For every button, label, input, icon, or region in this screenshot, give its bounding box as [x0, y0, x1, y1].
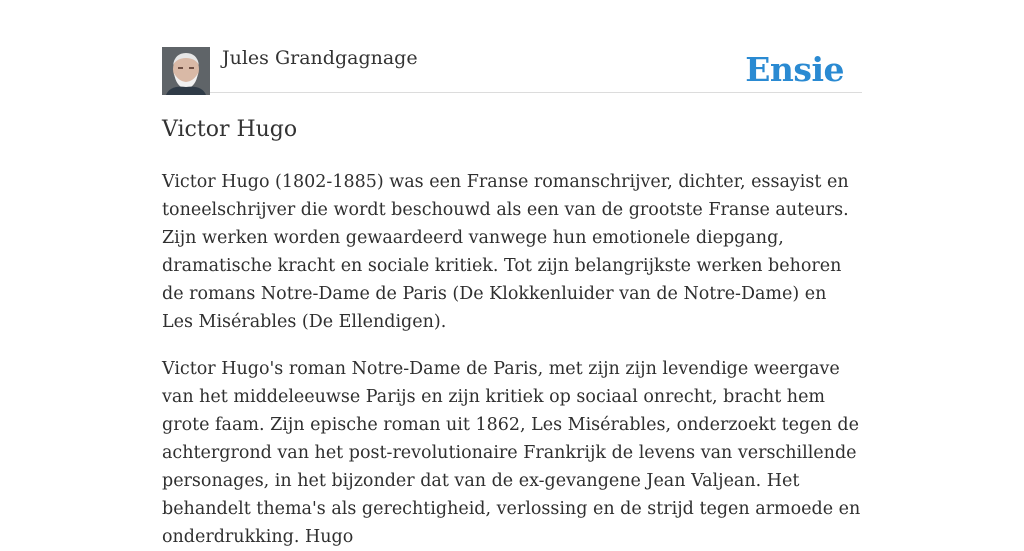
article-paragraph-1: Victor Hugo (1802-1885) was een Franse romanschrijver, dichter, essayist en toneelschrijver die wordt beschouwd als een van de grootste Franse auteurs. Zijn werken worden gewaardeerd vanwege hun emotionele diepgang, dramatische kracht en sociale kritiek. Tot zijn belangrijkste werken behoren de romans Notre-Dame de Paris (De Klokkenluider van de Notre-Dame) en Les Misérables (De Ellendigen). — [162, 172, 849, 332]
page-title: Victor Hugo — [162, 117, 298, 142]
author-name[interactable]: Jules Grandgagnage — [222, 47, 418, 69]
article-paragraph-2: Victor Hugo's roman Notre-Dame de Paris, met zijn zijn levendige weergave van het middeleeuwse Parijs en zijn kritiek op sociaal onrecht, bracht hem grote faam. Zijn epische roman uit 1862, Les Misérables, onderzoekt tegen de achtergrond van het post-revolutionaire Frankrijk de levens van verschillende personages, in het bijzonder dat van de ex-gevangene Jean Valjean. Het behandelt thema's als gerechtigheid, verlossing en de strijd tegen armoede en onderdrukking. Hugo — [162, 359, 861, 547]
avatar-portrait-image — [162, 47, 210, 95]
ensie-logo[interactable]: Ensie — [745, 50, 844, 89]
author-header — [162, 0, 862, 93]
article-page — [162, 0, 862, 547]
author-avatar[interactable] — [162, 47, 210, 95]
